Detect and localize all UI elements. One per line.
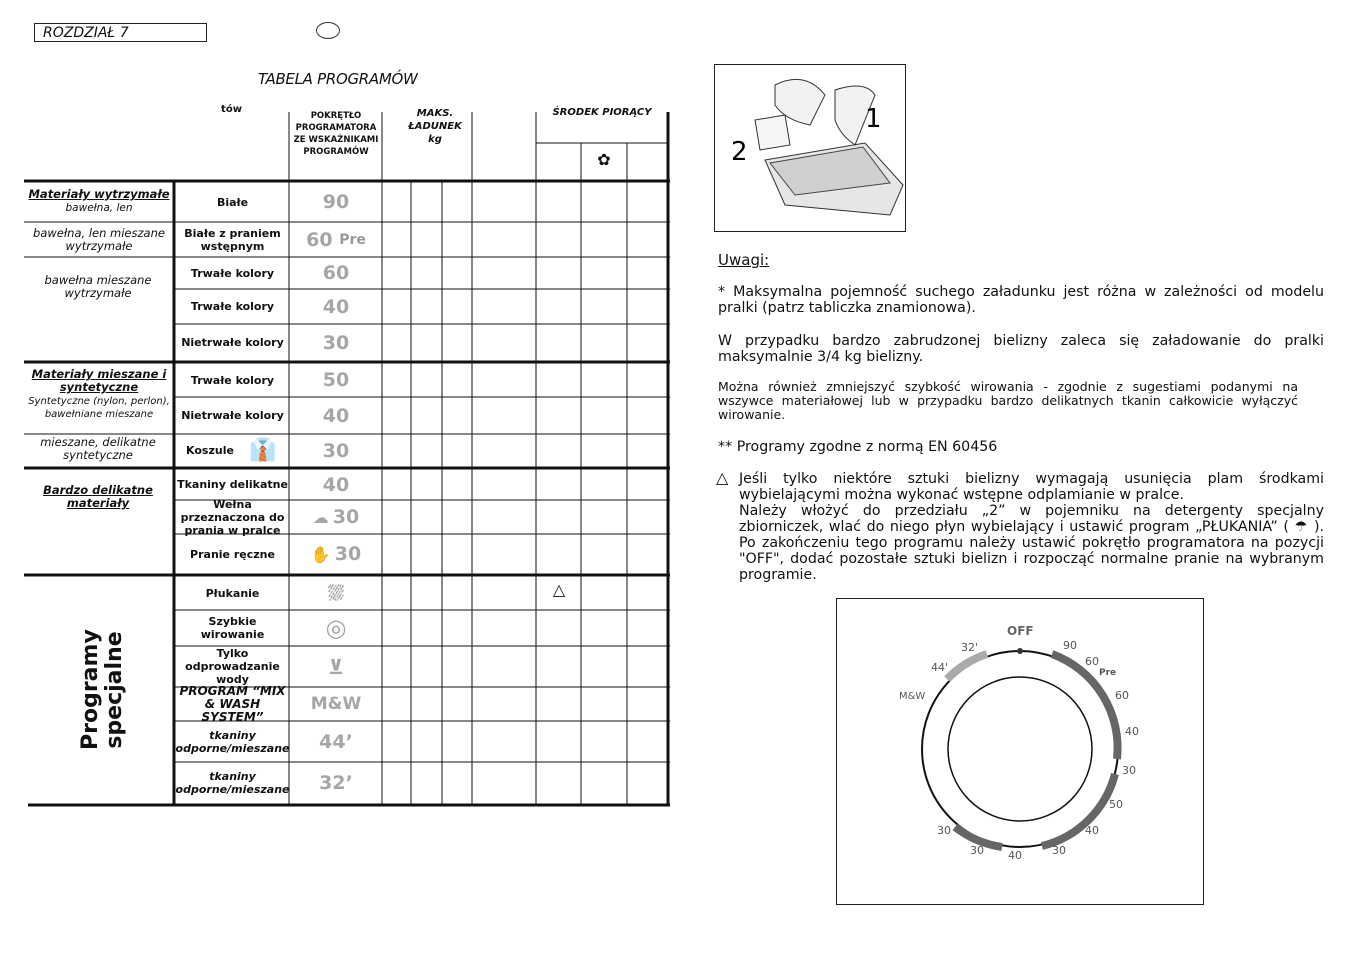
knob-value: 50 [322,369,350,391]
svg-text:50: 50 [1109,798,1123,811]
drain-icon: ⊻ [327,654,345,679]
chapter-label: ROZDZIAŁ 7 [34,23,207,42]
svg-text:2: 2 [731,137,748,167]
knob-value: 30 [322,439,350,462]
program-name: Tylko odprowadzanie wody [185,647,280,686]
program-dial [836,598,1204,905]
program-name: Trwałe kolory [190,266,275,280]
svg-text:1: 1 [865,104,882,134]
program-name: Płukanie [205,586,260,600]
rinse-icon: ⛆ [328,581,344,605]
program-name: tkaniny odporne/mieszane [175,770,290,796]
svg-text:40: 40 [1085,824,1099,837]
knob-value: ✋ 30 [310,543,362,565]
dispenser-drawing [715,65,905,231]
detergent-header: ŚRODEK PIORĄCY [552,107,652,118]
load-header: MAKS. ŁADUNEK kg [408,108,462,145]
category-cotton-mixed: bawełna, len mieszane wytrzymałe [33,226,165,253]
fabrics-header: tów [221,104,242,115]
warning-triangle-icon: △ [552,580,566,599]
notes-title: Uwagi: [718,251,770,269]
knob-value: 40 [322,473,350,496]
knob-value: 60 [322,262,350,284]
warning-triangle-icon: △ [716,468,729,487]
svg-text:90: 90 [1063,639,1077,652]
note-4: ** Programy zgodne z normą EN 60456 [718,439,998,455]
special-programs-label: Programy specjalne [78,629,127,750]
program-name: Szybkie wirowanie [200,615,265,641]
program-name: Nietrwałe kolory [181,409,284,422]
category-delicate: Bardzo delikatne materiały [43,483,153,510]
category-cotton-mixed-resistant: bawełna mieszane wytrzymałe [44,273,152,300]
note-5a: Jeśli tylko niektóre sztuki bielizny wymagają usunięcia plam środkami wybielającymi można wykonać wstępne odplamianie w pralce. [739,471,1324,503]
knob-value: 40 [322,404,350,427]
program-name: Nietrwałe kolory [181,336,284,349]
knob-value: ☁ 30 [312,506,360,528]
category-resistant: Materiały wytrzymałe bawełna, len [28,187,170,214]
svg-text:30: 30 [937,824,951,837]
knob-value: 32’ [319,772,353,794]
knob-value: 30 [322,331,350,354]
svg-text:40: 40 [1125,725,1139,738]
note-3: Można również zmniejszyć szybkość wirowania - zgodnie z sugestiami podanymi na wszywce materiałowej lub w przypadku bardzo delikatnych tkanin całkowicie wyłączyć wirowanie. [718,379,1298,422]
table-title: TABELA PROGRAMÓW [258,70,418,88]
category-mixed: Materiały mieszane i syntetyczne Syntetyczne (nylon, perlon), bawełniane mieszane [28,367,170,420]
program-name: Wełna przeznaczona do prania w pralce [180,497,285,537]
softener-icon: ✿ [597,150,611,169]
note-1: * Maksymalna pojemność suchego załadunku jest różna w zależności od modelu pralki (patrz tabliczka znamionowa). [718,284,1324,316]
program-name: Koszule [186,444,234,457]
svg-text:Pre: Pre [1099,668,1117,678]
svg-text:30: 30 [1122,764,1136,777]
knob-value: 44’ [319,730,353,753]
svg-text:60: 60 [1085,655,1099,668]
note-2: W przypadku bardzo zabrudzonej bielizny zaleca się załadowanie do pralki maksymalnie 3/4 kg bielizny. [718,333,1324,365]
note-5b: Należy włożyć do przedziału „2” w pojemniku na detergenty specjalny zbiorniczek, wlać do niego płyn wybielający i ustawić program „PŁUKANIA” ( ☂ ). Po zakończeniu tego programu należy ustawić pokrętło programatora na pozycji "OFF", dodać pozostałe sztuki bielizn i rozpocząć normalne pranie na wybranym programie. [739,503,1324,583]
category-mixed-delicate: mieszane, delikatne syntetyczne [40,435,156,462]
knob-value: 40 [322,295,350,318]
shirt-icon: 👔 [249,438,277,463]
svg-text:OFF: OFF [1007,624,1034,638]
program-name: Tkaniny delikatne [177,478,288,491]
svg-text:60: 60 [1115,689,1129,702]
svg-text:M&W: M&W [899,691,926,702]
wool-icon: ☁ [312,507,329,527]
knob-value: 60 Pre [306,228,366,251]
knob-header: POKRĘTŁO PROGRAMATORA ZE WSKAŹNIKAMI PROGRAMÓW [293,111,379,157]
dispenser-illustration [714,64,906,232]
svg-text:44': 44' [931,661,949,674]
program-name: Pranie ręczne [190,547,275,561]
svg-text:30: 30 [1052,844,1066,857]
program-name: Białe z praniem wstępnym [184,226,281,253]
handwash-icon: ✋ [310,544,331,564]
program-name: PROGRAM “MIX & WASH SYSTEM” [179,683,286,724]
svg-text:30: 30 [970,844,984,857]
program-name: tkaniny odporne/mieszane [175,728,290,755]
svg-text:32': 32' [961,641,979,654]
spin-icon: ◎ [325,614,347,642]
program-name: Białe [216,195,249,209]
knob-value: M&W [310,694,362,714]
svg-text:40: 40 [1008,849,1022,862]
program-name: Trwałe kolory [190,373,275,387]
knob-value: 90 [322,191,350,213]
program-name: Trwałe kolory [190,300,275,313]
dial-drawing [837,599,1203,904]
